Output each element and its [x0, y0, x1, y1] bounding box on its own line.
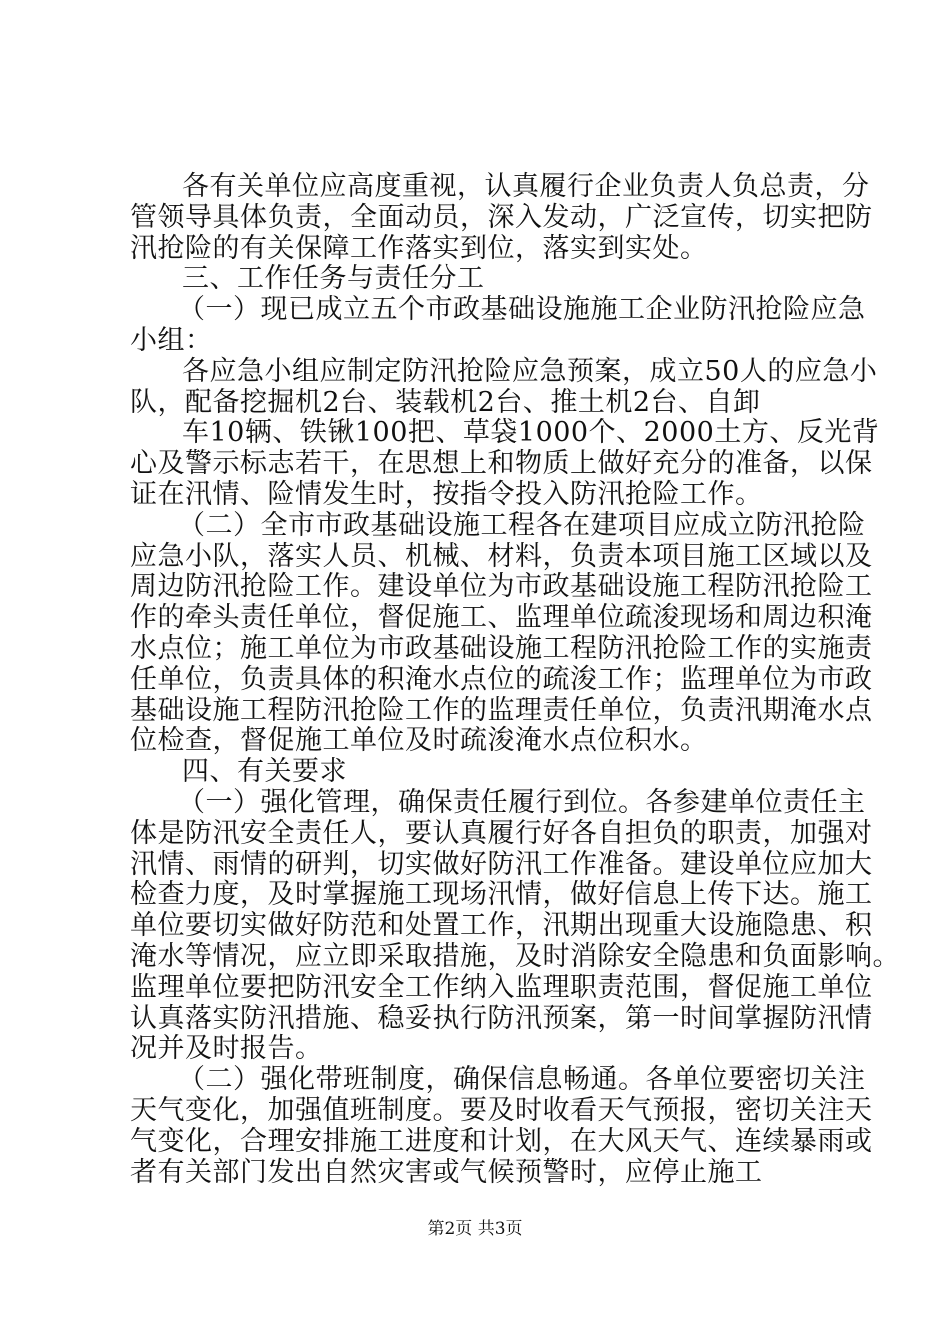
text-line: 小组： [130, 325, 213, 356]
text-line: 证在汛情、险情发生时，按指令投入防汛抢险工作。 [130, 479, 763, 510]
text-line: 体是防汛安全责任人，要认真履行好各自担负的职责，加强对 [130, 817, 873, 849]
text-line: 汛情、雨情的研判，切实做好防汛工作准备。建设单位应加大 [130, 848, 873, 880]
text-line: 认真落实防汛措施、稳妥执行防汛预案，第一时间掌握防汛情 [130, 1002, 873, 1034]
text-line: 管领导具体负责，全面动员，深入发动，广泛宣传，切实把防 [130, 201, 873, 233]
text-line: 位检查，督促施工单位及时疏浚淹水点位积水。 [130, 725, 708, 757]
text-line: 天气变化，加强值班制度。要及时收看天气预报，密切关注天 [130, 1095, 873, 1126]
text-line: 汛抢险的有关保障工作落实到位，落实到实处。 [130, 232, 708, 264]
text-line: 况并及时报告。 [130, 1033, 323, 1065]
text-line: 各有关单位应高度重视，认真履行企业负责人负总责，分 [182, 171, 870, 202]
text-line: 队，配备挖掘机2台、装载机2台、推土机2台、自卸 [130, 386, 761, 418]
text-line: （一）现已成立五个市政基础设施施工企业防汛抢险应急 [178, 294, 866, 326]
page-footer: 第2页 共3页 [427, 1219, 523, 1239]
text-line: （一）强化管理，确保责任履行到位。各参建单位责任主 [178, 787, 866, 818]
text-line: 监理单位要把防汛安全工作纳入监理职责范围，督促施工单位 [130, 971, 873, 1003]
text-line: 单位要切实做好防范和处置工作，汛期出现重大设施隐患、积 [130, 910, 873, 942]
text-line: 应急小队，落实人员、机械、材料，负责本项目施工区域以及 [130, 540, 873, 572]
text-line: 三、工作任务与责任分工 [182, 263, 485, 295]
text-line: 心及警示标志若干，在思想上和物质上做好充分的准备，以保 [130, 448, 873, 480]
text-line: 气变化，合理安排施工进度和计划，在大风天气、连续暴雨或 [130, 1125, 873, 1157]
text-line: 作的牵头责任单位，督促施工、监理单位疏浚现场和周边积淹 [130, 602, 873, 634]
text-line: （二）强化带班制度，确保信息畅通。各单位要密切关注 [178, 1064, 866, 1096]
text-line: 周边防汛抢险工作。建设单位为市政基础设施工程防汛抢险工 [130, 571, 873, 603]
text-line: 淹水等情况，应立即采取措施，及时消除安全隐患和负面影响。 [130, 941, 900, 972]
text-line: 检查力度，及时掌握施工现场汛情，做好信息上传下达。施工 [130, 879, 873, 911]
text-line: 任单位，负责具体的积淹水点位的疏浚工作；监理单位为市政 [130, 663, 873, 695]
text-line: 基础设施工程防汛抢险工作的监理责任单位，负责汛期淹水点 [130, 694, 873, 726]
text-line: 者有关部门发出自然灾害或气候预警时，应停止施工 [130, 1156, 763, 1188]
text-line: 水点位；施工单位为市政基础设施工程防汛抢险工作的实施责 [130, 633, 873, 664]
text-line: 四、有关要求 [182, 756, 347, 788]
text-line: 各应急小组应制定防汛抢险应急预案，成立50人的应急小 [182, 355, 878, 387]
text-line: 车10辆、铁锹100把、草袋1000个、2000土方、反光背 [182, 417, 880, 449]
text-line: （二）全市市政基础设施工程各在建项目应成立防汛抢险 [178, 509, 866, 541]
